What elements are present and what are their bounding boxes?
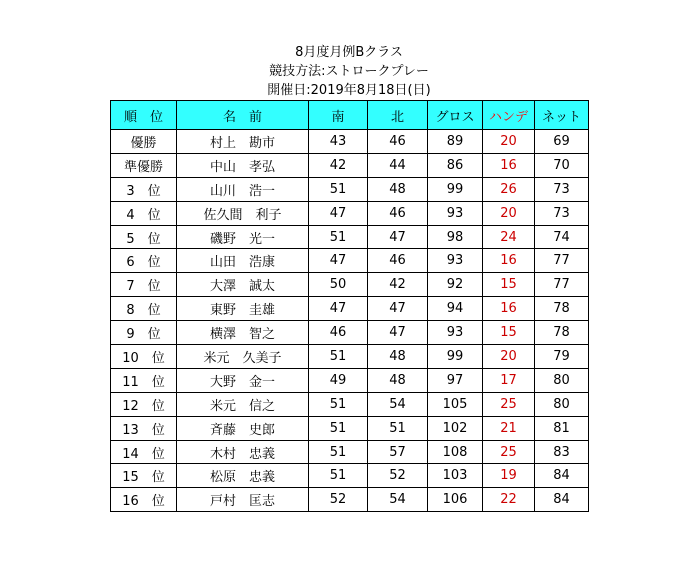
south-score-cell: 42 (309, 153, 368, 177)
net-score-cell: 77 (535, 249, 589, 273)
table-row (111, 392, 589, 416)
table-row (111, 130, 589, 154)
south-score-cell: 51 (309, 345, 368, 369)
player-name-cell: 山田 浩康 (177, 249, 309, 273)
handicap-cell: 24 (483, 225, 535, 249)
player-name-cell: 戸村 匡志 (177, 488, 309, 512)
handicap-cell: 16 (483, 153, 535, 177)
net-score-cell: 80 (535, 368, 589, 392)
gross-score-cell: 97 (428, 368, 483, 392)
column-header-rank: 順 位 (111, 101, 177, 130)
handicap-cell: 20 (483, 130, 535, 154)
north-score-cell: 42 (368, 273, 428, 297)
column-header-net: ネット (535, 101, 589, 130)
player-name-cell: 佐久間 利子 (177, 201, 309, 225)
table-row (111, 488, 589, 512)
handicap-cell: 16 (483, 249, 535, 273)
gross-score-cell: 92 (428, 273, 483, 297)
south-score-cell: 51 (309, 464, 368, 488)
gross-score-cell: 103 (428, 464, 483, 488)
north-score-cell: 57 (368, 440, 428, 464)
gross-score-cell: 106 (428, 488, 483, 512)
handicap-cell: 22 (483, 488, 535, 512)
south-score-cell: 51 (309, 440, 368, 464)
net-score-cell: 81 (535, 416, 589, 440)
table-row (111, 321, 589, 345)
rank-cell: 6 位 (111, 249, 177, 273)
net-score-cell: 83 (535, 440, 589, 464)
handicap-cell: 16 (483, 297, 535, 321)
gross-score-cell: 89 (428, 130, 483, 154)
table-row (111, 273, 589, 297)
net-score-cell: 70 (535, 153, 589, 177)
player-name-cell: 東野 圭雄 (177, 297, 309, 321)
net-score-cell: 74 (535, 225, 589, 249)
south-score-cell: 51 (309, 416, 368, 440)
south-score-cell: 47 (309, 249, 368, 273)
gross-score-cell: 93 (428, 321, 483, 345)
rank-cell: 15 位 (111, 464, 177, 488)
south-score-cell: 47 (309, 201, 368, 225)
rank-cell: 11 位 (111, 368, 177, 392)
rank-cell: 8 位 (111, 297, 177, 321)
header-row (111, 101, 589, 130)
player-name-cell: 横澤 智之 (177, 321, 309, 345)
column-header-south: 南 (309, 101, 368, 130)
player-name-cell: 大澤 誠太 (177, 273, 309, 297)
player-name-cell: 米元 信之 (177, 392, 309, 416)
net-score-cell: 73 (535, 201, 589, 225)
handicap-cell: 26 (483, 177, 535, 201)
rank-cell: 5 位 (111, 225, 177, 249)
table-row (111, 345, 589, 369)
gross-score-cell: 102 (428, 416, 483, 440)
player-name-cell: 中山 孝弘 (177, 153, 309, 177)
rank-cell: 14 位 (111, 440, 177, 464)
competition-method: 競技方法:ストロークプレー (269, 64, 429, 79)
table-row (111, 416, 589, 440)
net-score-cell: 73 (535, 177, 589, 201)
north-score-cell: 46 (368, 201, 428, 225)
rank-cell: 13 位 (111, 416, 177, 440)
gross-score-cell: 98 (428, 225, 483, 249)
rank-cell: 優勝 (111, 130, 177, 154)
handicap-cell: 21 (483, 416, 535, 440)
net-score-cell: 84 (535, 464, 589, 488)
rank-cell: 12 位 (111, 392, 177, 416)
gross-score-cell: 99 (428, 177, 483, 201)
south-score-cell: 43 (309, 130, 368, 154)
player-name-cell: 米元 久美子 (177, 345, 309, 369)
column-header-gross: グロス (428, 101, 483, 130)
table-row (111, 249, 589, 273)
player-name-cell: 山川 浩一 (177, 177, 309, 201)
handicap-cell: 15 (483, 321, 535, 345)
south-score-cell: 51 (309, 392, 368, 416)
table-row (111, 297, 589, 321)
handicap-cell: 15 (483, 273, 535, 297)
net-score-cell: 78 (535, 297, 589, 321)
gross-score-cell: 94 (428, 297, 483, 321)
north-score-cell: 44 (368, 153, 428, 177)
south-score-cell: 51 (309, 225, 368, 249)
rank-cell: 9 位 (111, 321, 177, 345)
player-name-cell: 村上 勘市 (177, 130, 309, 154)
gross-score-cell: 93 (428, 201, 483, 225)
column-header-north: 北 (368, 101, 428, 130)
player-name-cell: 斉藤 史郎 (177, 416, 309, 440)
north-score-cell: 52 (368, 464, 428, 488)
rank-cell: 16 位 (111, 488, 177, 512)
south-score-cell: 50 (309, 273, 368, 297)
player-name-cell: 松原 忠義 (177, 464, 309, 488)
handicap-cell: 19 (483, 464, 535, 488)
net-score-cell: 80 (535, 392, 589, 416)
north-score-cell: 54 (368, 392, 428, 416)
table-row (111, 153, 589, 177)
rank-cell: 7 位 (111, 273, 177, 297)
net-score-cell: 78 (535, 321, 589, 345)
results-table (110, 100, 589, 512)
table-row (111, 201, 589, 225)
player-name-cell: 磯野 光一 (177, 225, 309, 249)
table-row (111, 464, 589, 488)
north-score-cell: 47 (368, 225, 428, 249)
net-score-cell: 69 (535, 130, 589, 154)
column-header-name: 名 前 (177, 101, 309, 130)
rank-cell: 準優勝 (111, 153, 177, 177)
table-row (111, 177, 589, 201)
gross-score-cell: 93 (428, 249, 483, 273)
handicap-cell: 25 (483, 392, 535, 416)
north-score-cell: 54 (368, 488, 428, 512)
table-row (111, 225, 589, 249)
handicap-cell: 17 (483, 368, 535, 392)
column-header-handicap: ハンデ (483, 101, 535, 130)
gross-score-cell: 99 (428, 345, 483, 369)
south-score-cell: 46 (309, 321, 368, 345)
net-score-cell: 79 (535, 345, 589, 369)
north-score-cell: 46 (368, 130, 428, 154)
handicap-cell: 25 (483, 440, 535, 464)
event-date: 開催日:2019年8月18日(日) (267, 83, 431, 98)
table-row (111, 368, 589, 392)
rank-cell: 10 位 (111, 345, 177, 369)
north-score-cell: 48 (368, 368, 428, 392)
south-score-cell: 47 (309, 297, 368, 321)
gross-score-cell: 105 (428, 392, 483, 416)
north-score-cell: 48 (368, 177, 428, 201)
gross-score-cell: 108 (428, 440, 483, 464)
results-body (111, 130, 589, 512)
handicap-cell: 20 (483, 345, 535, 369)
south-score-cell: 51 (309, 177, 368, 201)
south-score-cell: 52 (309, 488, 368, 512)
table-row (111, 440, 589, 464)
north-score-cell: 46 (368, 249, 428, 273)
player-name-cell: 木村 忠義 (177, 440, 309, 464)
north-score-cell: 47 (368, 297, 428, 321)
south-score-cell: 49 (309, 368, 368, 392)
north-score-cell: 51 (368, 416, 428, 440)
document-title: 8月度月例Bクラス (295, 45, 403, 60)
net-score-cell: 77 (535, 273, 589, 297)
north-score-cell: 48 (368, 345, 428, 369)
net-score-cell: 84 (535, 488, 589, 512)
north-score-cell: 47 (368, 321, 428, 345)
rank-cell: 3 位 (111, 177, 177, 201)
handicap-cell: 20 (483, 201, 535, 225)
player-name-cell: 大野 金一 (177, 368, 309, 392)
gross-score-cell: 86 (428, 153, 483, 177)
rank-cell: 4 位 (111, 201, 177, 225)
